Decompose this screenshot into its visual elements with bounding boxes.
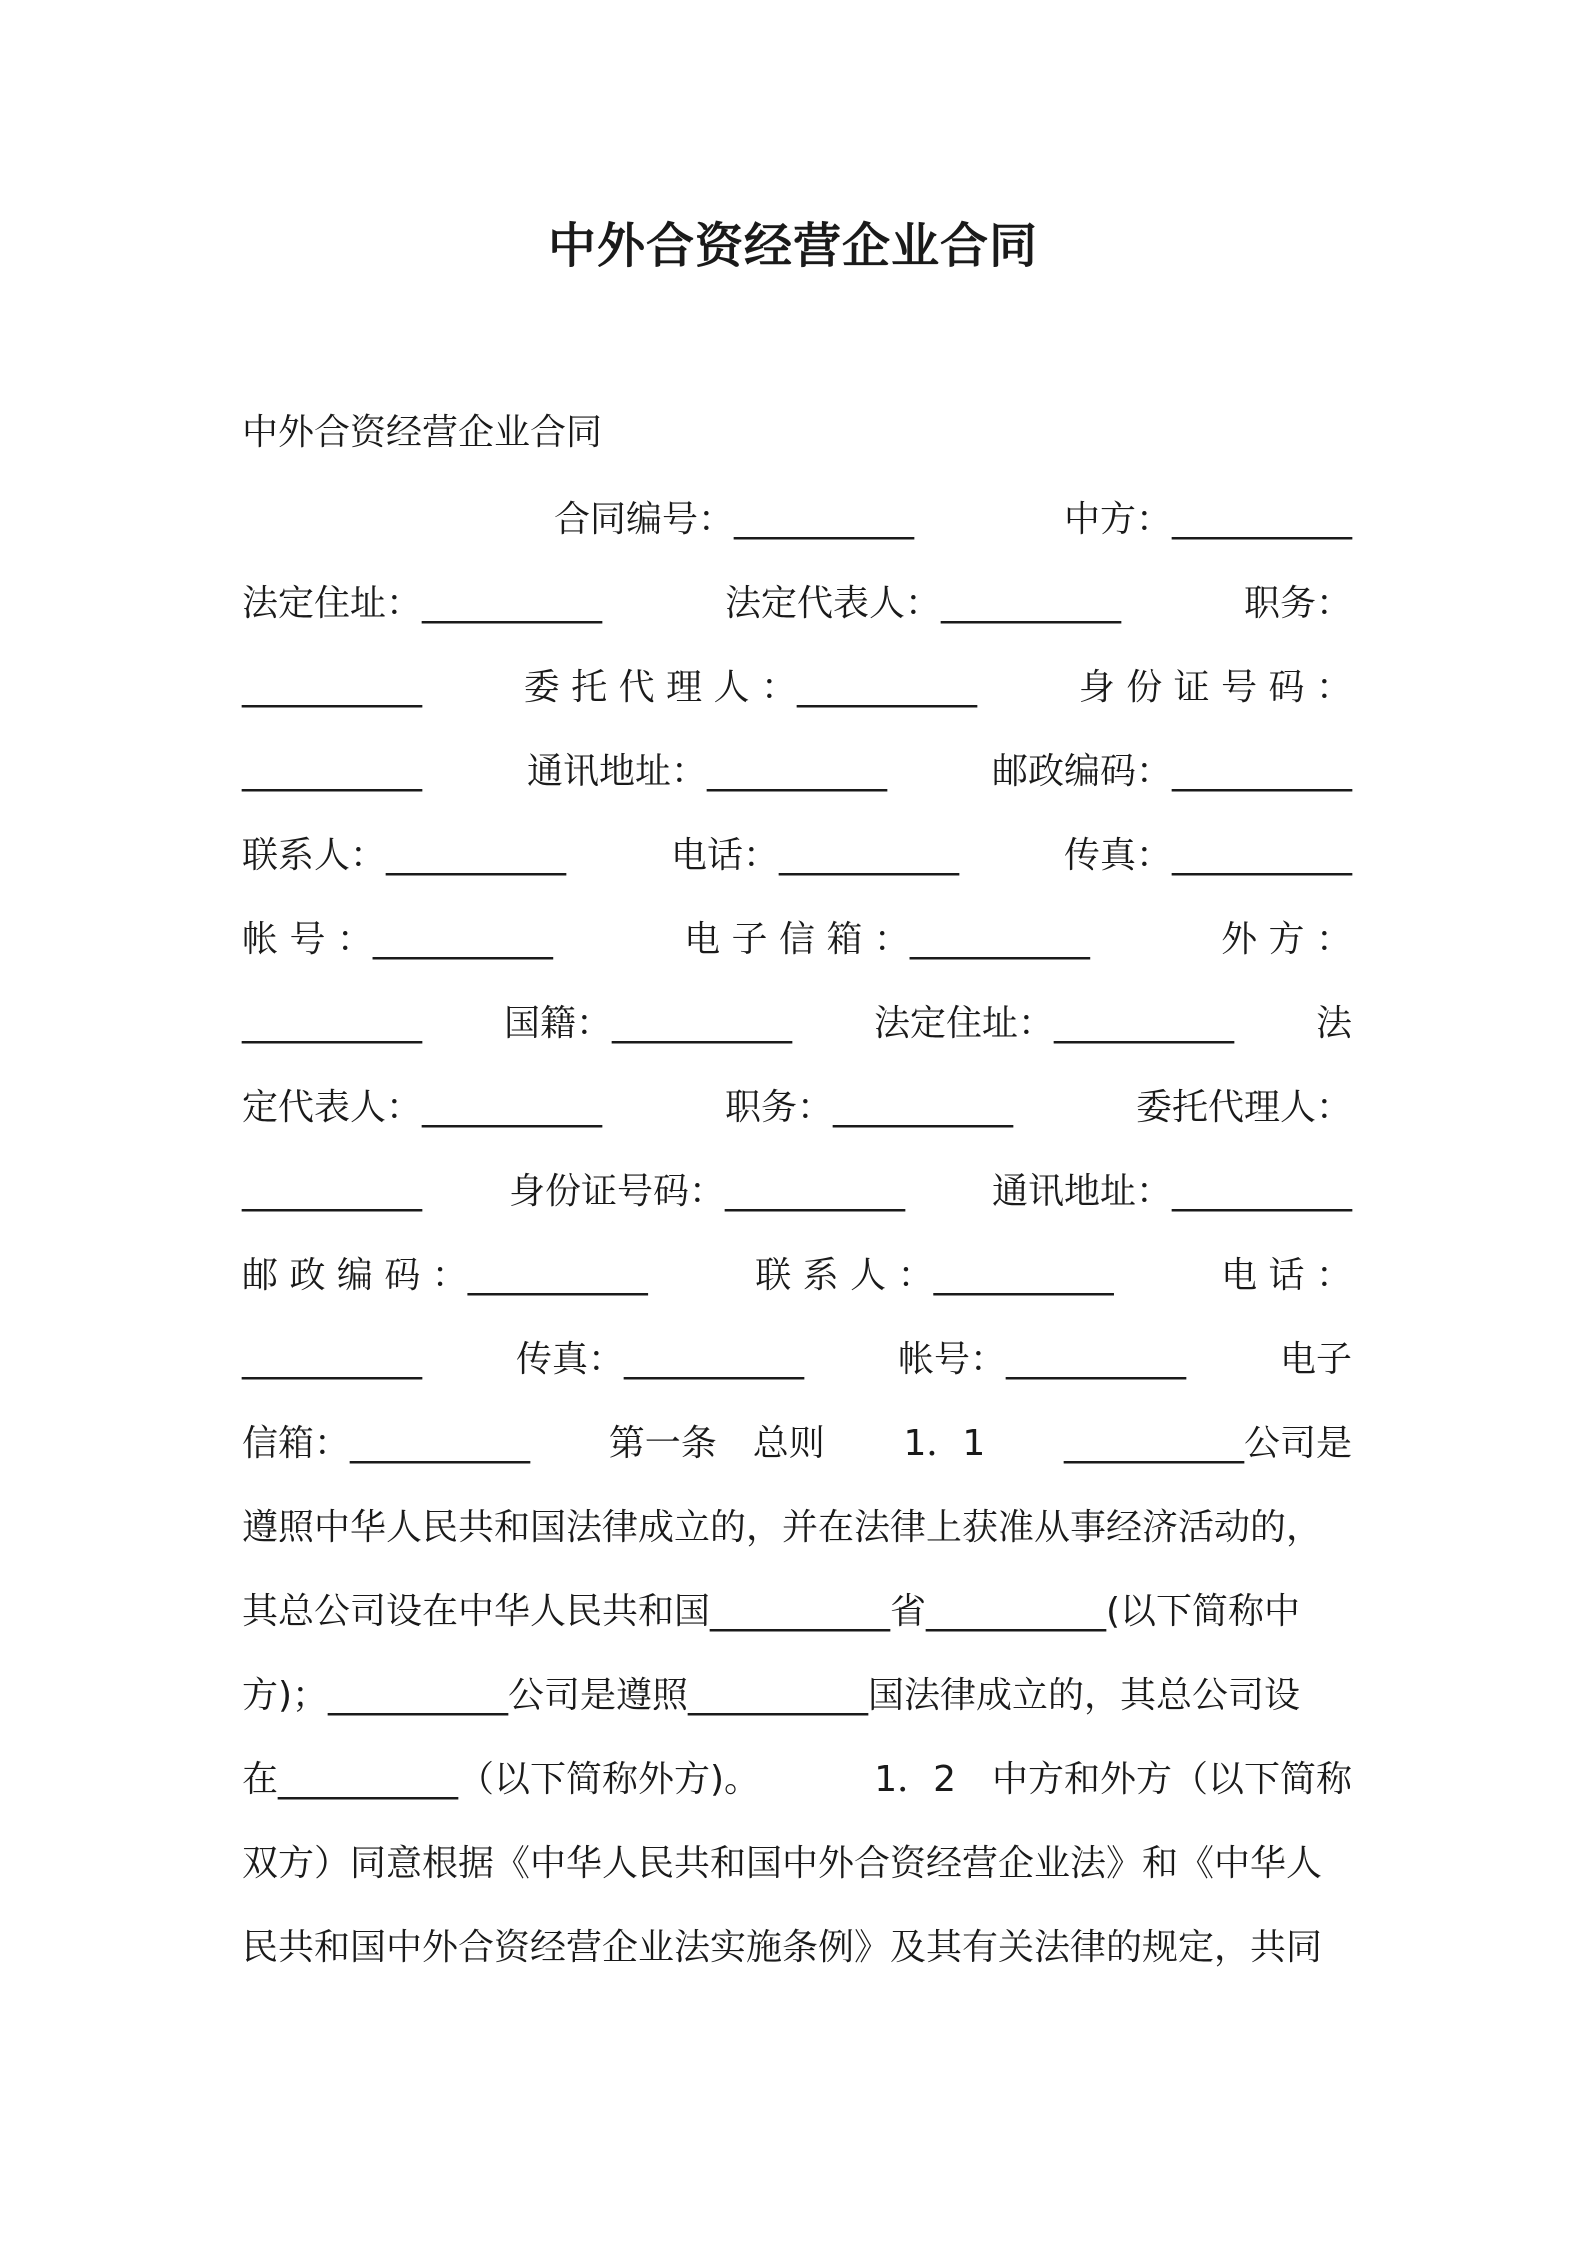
foreign-fax-field: 传真：__________ [515, 1339, 804, 1380]
text-line-15 [242, 1668, 1352, 1724]
id-number-label: 身 份 证 号 码 ： [1078, 667, 1352, 708]
postal-code-field: 邮政编码：__________ [991, 751, 1352, 792]
email-field: 电 子 信 箱 ：__________ [684, 919, 1090, 960]
id-number-blank: __________ [242, 751, 422, 792]
contract-number-field: 合同编号：__________ [553, 499, 914, 540]
legal-label-start: 法 [1315, 1003, 1352, 1044]
text-line-8 [242, 1080, 1352, 1136]
mailing-address-field: 通讯地址：__________ [526, 751, 887, 792]
foreign-mailing-address-field: 通讯地址：__________ [991, 1171, 1352, 1212]
nationality-field: 国籍：__________ [503, 1003, 792, 1044]
clause-1-1-text-line-3: 其总公司设在中华人民共和国__________省__________(以下简称中 [242, 1591, 1301, 1632]
clause-1-1-text-start: __________公司是 [1063, 1423, 1352, 1464]
clause-1-1-text-line-5: 在__________（以下简称外方)。 [242, 1759, 761, 1800]
clause-1-1-text-line-2: 遵照中华人民共和国法律成立的，并在法律上获准从事经济活动的， [242, 1507, 1323, 1548]
clause-1-2-line-2: 双方）同意根据《中华人民共和国中外合资经营企业法》和《中华人 [242, 1843, 1323, 1884]
foreign-party-blank: __________ [242, 1003, 422, 1044]
foreign-contact-person-field: 联 系 人 ：__________ [755, 1255, 1114, 1296]
foreign-phone-blank: __________ [242, 1339, 422, 1380]
foreign-phone-label: 电 话 ： [1221, 1255, 1352, 1296]
clause-1-2-start: 1．2 中方和外方（以下简称 [874, 1759, 1352, 1800]
contact-person-field: 联系人：__________ [242, 835, 567, 876]
text-line-14 [242, 1584, 1352, 1640]
document-title: 中外合资经营企业合同 [547, 218, 1038, 274]
text-line-1 [242, 492, 1352, 548]
foreign-email-field: 信箱：__________ [242, 1423, 531, 1464]
text-line-12 [242, 1416, 1352, 1472]
account-field: 帐 号 ：__________ [242, 919, 553, 960]
chinese-party-field: 中方：__________ [1063, 499, 1352, 540]
foreign-id-number-field: 身份证号码：__________ [508, 1171, 905, 1212]
foreign-postal-code-field: 邮 政 编 码 ：__________ [242, 1255, 648, 1296]
clause-1-1-text-line-4: 方)；__________公司是遵照__________国法律成立的，其总公司设 [242, 1675, 1301, 1716]
text-line-17 [242, 1836, 1352, 1892]
text-line-6 [242, 912, 1352, 968]
foreign-legal-representative-field: 定代表人：__________ [242, 1087, 603, 1128]
legal-representative-field: 法定代表人：__________ [724, 583, 1121, 624]
foreign-agent-label: 委托代理人： [1135, 1087, 1352, 1128]
foreign-party-label: 外 方 ： [1221, 919, 1352, 960]
text-line-4 [242, 744, 1352, 800]
text-line-10 [242, 1248, 1352, 1304]
text-line-16 [242, 1752, 1352, 1808]
fax-field: 传真：__________ [1063, 835, 1352, 876]
foreign-position-field: 职务：__________ [724, 1087, 1013, 1128]
electronic-label-start: 电子 [1279, 1339, 1352, 1380]
text-line-3 [242, 660, 1352, 716]
text-line-5 [242, 828, 1352, 884]
position-label: 职务： [1243, 583, 1352, 624]
article-one-heading: 第一条 总则 [608, 1423, 825, 1464]
text-line-11 [242, 1332, 1352, 1388]
phone-field: 电话：__________ [670, 835, 959, 876]
agent-field: 委 托 代 理 人 ：__________ [523, 667, 977, 708]
legal-address-field: 法定住址：__________ [242, 583, 603, 624]
document-subtitle: 中外合资经营企业合同 [242, 412, 603, 453]
position-blank: __________ [242, 667, 422, 708]
text-line-13 [242, 1500, 1352, 1556]
text-line-2 [242, 576, 1352, 632]
foreign-account-field: 帐号：__________ [897, 1339, 1186, 1380]
text-line-7 [242, 996, 1352, 1052]
foreign-agent-blank: __________ [242, 1171, 422, 1212]
text-line-18 [242, 1920, 1352, 1976]
clause-1-2-line-3: 民共和国中外合资经营企业法实施条例》及其有关法律的规定，共同 [242, 1927, 1323, 1968]
text-line-9 [242, 1164, 1352, 1220]
foreign-legal-address-field: 法定住址：__________ [873, 1003, 1234, 1044]
clause-1-1-number: 1．1 [903, 1423, 986, 1464]
